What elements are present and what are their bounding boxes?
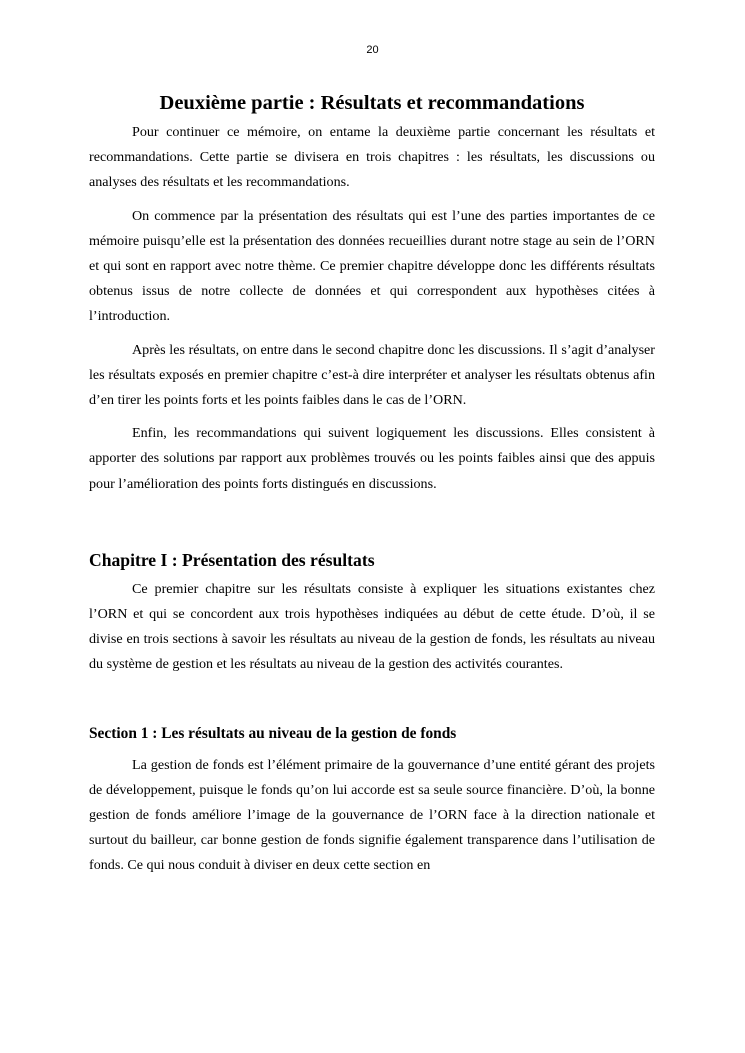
section-title: Section 1 : Les résultats au niveau de la gestion de fonds [89,724,457,742]
chapter-paragraph-1: Ce premier chapitre sur les résultats consiste à expliquer les situations existantes chez l’ORN et qui se concordent aux trois hypothèses indiquées au début de cette étude. D’où, il se divise en trois sections à savoir les résultats au niveau de la gestion de fonds, les résultats au niveau du système de gestion et les résultats au niveau de la gestion des activités courantes. [89,580,655,673]
part-paragraph-3: Après les résultats, on entre dans le second chapitre donc les discussions. Il s’agit d’analyser les résultats exposés en premier chapitre c’est-à dire interpréter et analyser les résultats obtenus afin d’en tirer les points forts et les points faibles dans le cas de l’ORN. [89,341,655,409]
document-body [89,86,655,879]
chapter-title: Chapitre I : Présentation des résultats [89,549,375,570]
page-number: 20 [366,44,379,56]
part-title: Deuxième partie : Résultats et recommandations [159,92,585,114]
section-paragraph-1: La gestion de fonds est l’élément primaire de la gouvernance d’une entité gérant des projets de développement, puisque le fonds qu’on lui accorde est sa seule source financière. D’où, la bonne gestion de fonds améliore l’image de la gouvernance de l’ORN face à la direction nationale et surtout du bailleur, car bonne gestion de fonds signifie également transparence dans l’utilisation de fonds. Ce qui nous conduit à diviser en deux cette section en [89,756,655,874]
part-paragraph-2: On commence par la présentation des résultats qui est l’une des parties importantes de ce mémoire puisqu’elle est la présentation des données recueillies durant notre stage au sein de l’ORN et qui sont en rapport avec notre thème. Ce premier chapitre développe donc les différents résultats obtenus issus de notre collecte de données et qui correspondent aux hypothèses citées à l’introduction. [89,207,655,325]
part-paragraph-1: Pour continuer ce mémoire, on entame la deuxième partie concernant les résultats et recommandations. Cette partie se divisera en trois chapitres : les résultats, les discussions ou analyses des résultats et les recommandations. [89,124,655,191]
part-paragraph-4: Enfin, les recommandations qui suivent logiquement les discussions. Elles consistent à apporter des solutions par rapport aux problèmes trouvés ou les points faibles ainsi que des appuis pour l’amélioration des points forts distingués en discussions. [89,425,655,492]
